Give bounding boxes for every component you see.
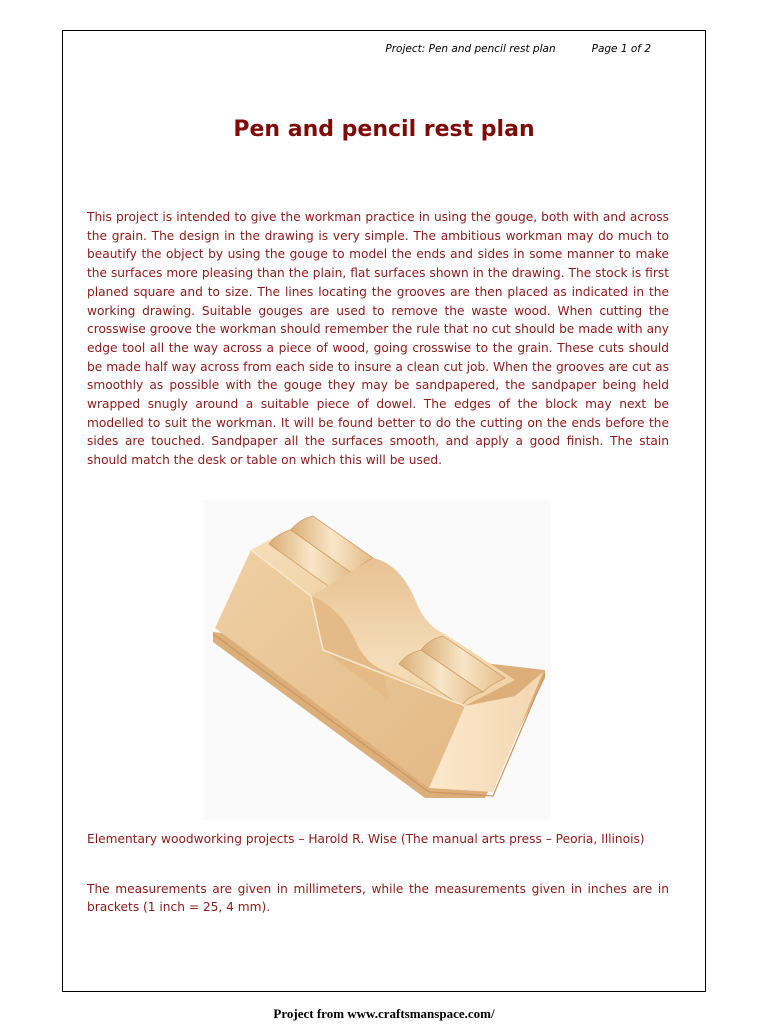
body-paragraph: This project is intended to give the workman practice in using the gouge, both with and across the grain. The design in the drawing is very simple. The ambitious workman may do much to beautify the object by using the gouge to model the ends and sides in some manner to make the surfaces more pleasing than the plain, flat surfaces shown in the drawing. The stock is first planed square and to size. The lines locating the grooves are then placed as indicated in the working drawing. Suitable gouges are used to remove the waste wood. When cutting the crosswise groove the workman should remember the rule that no cut should be made with any edge tool all the way across a piece of wood, going crosswise to the grain. These cuts should be made half way across from each side to insure a clean cut job. When the grooves are cut as smoothly as possible with the gouge they may be sandpapered, the sandpaper being held wrapped snugly around a suitable piece of dowel. The edges of the block may next be modelled to suit the workman. It will be found better to do the cutting on the ends before the sides are touched. Sandpaper all the surfaces smooth, and apply a good finish. The stain should match the desk or table on which this will be used. — [87, 210, 669, 468]
pen-rest-3d-render — [203, 500, 551, 820]
page-header — [385, 43, 651, 55]
document-page — [62, 30, 706, 992]
pen-rest-illustration — [203, 500, 551, 820]
header-project: Project: Pen and pencil rest plan — [385, 43, 556, 55]
document-title: Pen and pencil rest plan — [233, 117, 535, 142]
source-citation: Elementary woodworking projects – Harold R. Wise (The manual arts press – Peoria, Illinois) — [87, 832, 645, 846]
header-page-number: Page 1 of 2 — [591, 43, 651, 55]
measurement-note: The measurements are given in millimeters, while the measurements given in inches are in brackets (1 inch = 25, 4 mm). — [87, 882, 669, 914]
source-footer: Project from www.craftsmanspace.com/ — [273, 1006, 495, 1021]
